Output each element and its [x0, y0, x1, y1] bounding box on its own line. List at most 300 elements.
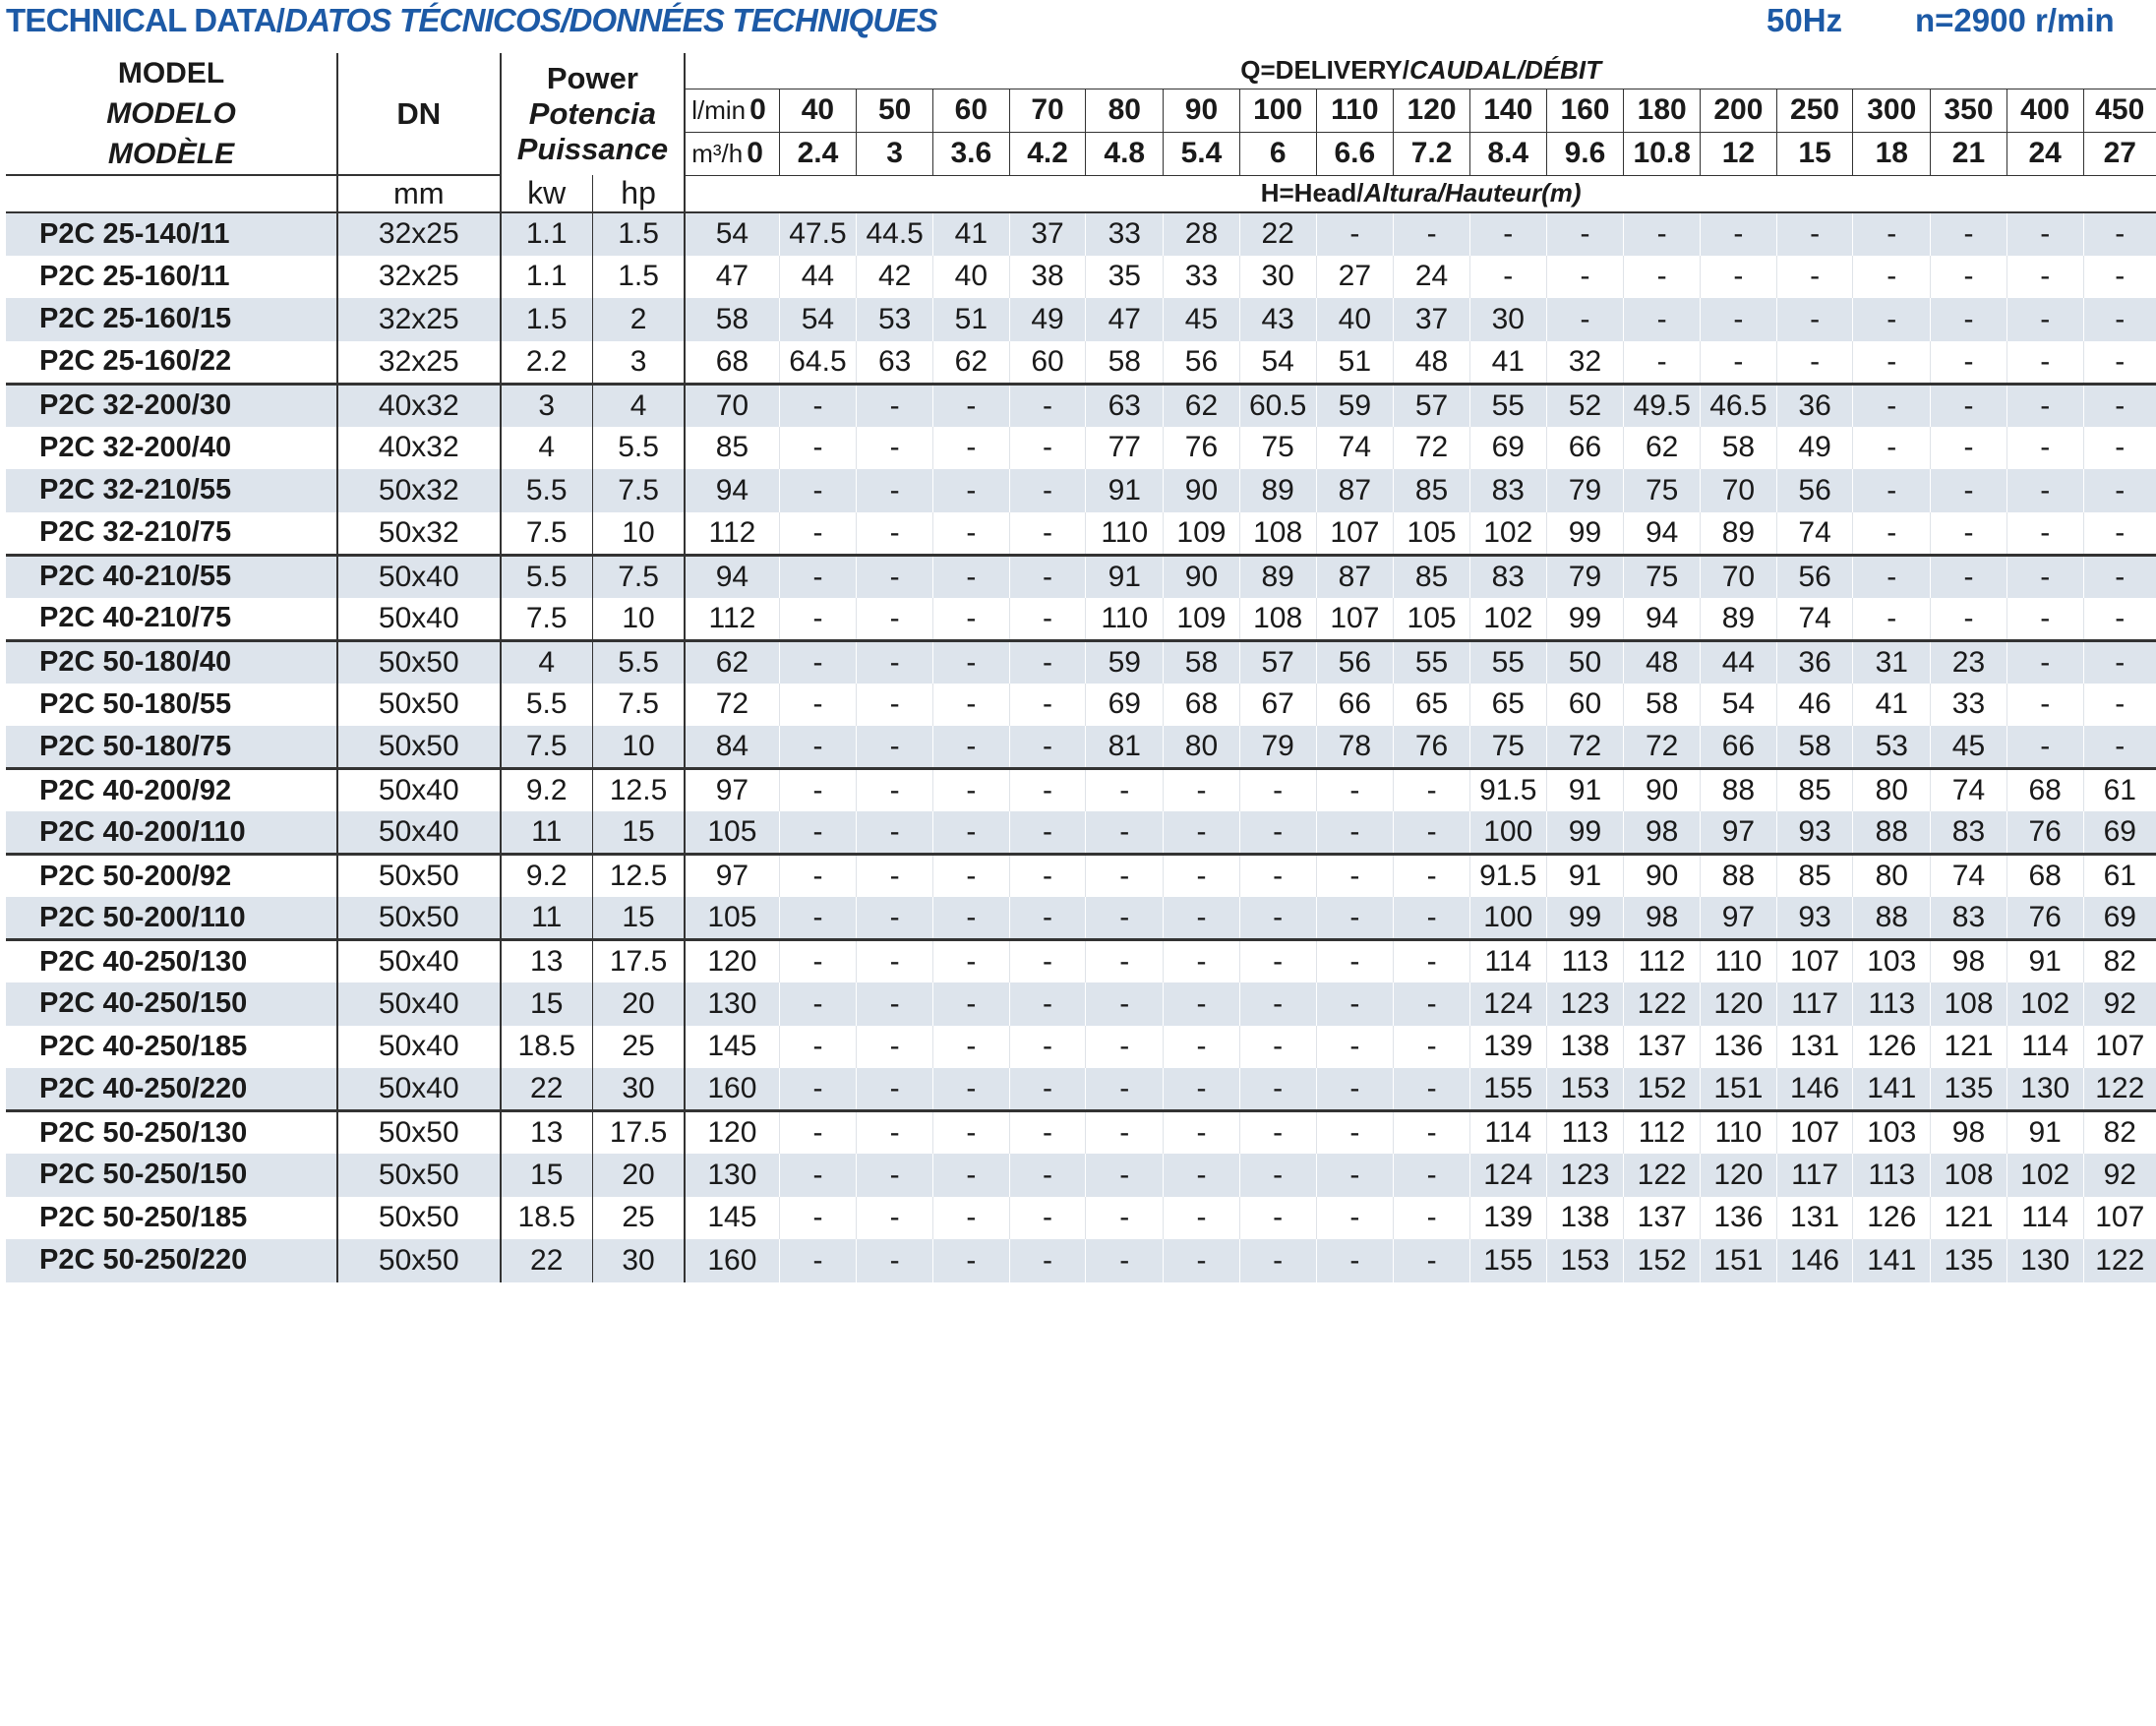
head-cell: 130: [685, 1154, 779, 1197]
hp-cell: 7.5: [592, 469, 685, 512]
head-cell: -: [933, 1068, 1010, 1111]
table-row: [6, 598, 2156, 641]
kw-cell: 15: [501, 982, 593, 1026]
head-cell: 114: [2006, 1197, 2083, 1240]
head-cell: -: [933, 982, 1010, 1026]
head-cell: 50: [1546, 640, 1624, 684]
head-cell: 107: [1776, 1111, 1853, 1155]
head-cell: -: [2006, 598, 2083, 641]
hp-cell: 5.5: [592, 640, 685, 684]
head-cell: 74: [1931, 769, 2007, 812]
kw-cell: 18.5: [517, 1030, 575, 1063]
head-cell: 40: [933, 256, 1010, 299]
head-cell: 31: [1853, 640, 1931, 684]
head-cell: -: [857, 940, 933, 983]
model-cell: P2C 50-250/220: [6, 1239, 337, 1282]
dn-cell: 50x50: [337, 1154, 501, 1197]
head-cell: -: [1853, 598, 1931, 641]
kw-cell: 9.2: [501, 855, 593, 898]
head-cell: -: [779, 1026, 857, 1069]
model-cell: P2C 32-210/75: [6, 512, 337, 556]
head-cell: 51: [1316, 341, 1394, 385]
head-cell: 66: [1701, 726, 1777, 769]
head-cell: -: [857, 1197, 933, 1240]
table-row: [6, 341, 2156, 385]
model-cell: P2C 40-250/130: [6, 940, 337, 983]
head-cell: -: [1086, 1026, 1164, 1069]
head-cell: -: [779, 1068, 857, 1111]
head-cell: 120: [1701, 982, 1777, 1026]
head-cell: 126: [1853, 1026, 1931, 1069]
head-cell: -: [1239, 1111, 1316, 1155]
dn-cell: 32x25: [337, 341, 501, 385]
head-cell: 33: [1164, 256, 1240, 299]
table-row: [6, 897, 2156, 940]
head-cell: -: [1776, 256, 1853, 299]
head-cell: 76: [1164, 427, 1240, 470]
head-cell: -: [2006, 684, 2083, 727]
flow-m3h-3.6: 3.6: [933, 132, 1010, 175]
head-cell: 120: [685, 1111, 779, 1155]
table-body: [6, 212, 2156, 1282]
head-cell: 108: [1239, 512, 1316, 556]
head-cell: -: [2006, 384, 2083, 427]
hp-cell: 10: [592, 726, 685, 769]
flow-m3h-12: 12: [1701, 132, 1777, 175]
head-cell: 94: [685, 555, 779, 598]
head-cell: 65: [1469, 684, 1546, 727]
head-cell: -: [1009, 640, 1086, 684]
head-cell: 80: [1164, 726, 1240, 769]
head-cell: -: [1164, 982, 1240, 1026]
kw-cell: 2.2: [525, 344, 568, 378]
head-cell: -: [1316, 1154, 1394, 1197]
head-cell: -: [1316, 1026, 1394, 1069]
head-cell: 80: [1853, 855, 1931, 898]
head-cell: 47.5: [779, 212, 857, 256]
head-cell: 105: [1394, 512, 1470, 556]
head-cell: 102: [2006, 1154, 2083, 1197]
kw-cell: 15: [501, 1154, 593, 1197]
head-cell: 109: [1164, 598, 1240, 641]
head-cell: 108: [1931, 1154, 2007, 1197]
head-cell: -: [1164, 1068, 1240, 1111]
head-cell: -: [779, 855, 857, 898]
head-cell: 90: [1624, 769, 1701, 812]
head-cell: -: [1316, 769, 1394, 812]
head-cell: -: [857, 1154, 933, 1197]
head-cell: -: [1469, 256, 1546, 299]
head-cell: 136: [1701, 1026, 1777, 1069]
head-cell: 85: [715, 431, 749, 464]
dn-cell: 50x50: [337, 855, 501, 898]
head-cell: -: [933, 1239, 1010, 1282]
head-cell: -: [1009, 598, 1086, 641]
head-cell: 27: [1316, 256, 1394, 299]
head-cell: -: [1853, 512, 1931, 556]
head-cell: 91: [2006, 1111, 2083, 1155]
dn-cell: 50x50: [337, 726, 501, 769]
head-cell: 120: [685, 940, 779, 983]
flow-m3h-3: 3: [857, 132, 933, 175]
head-cell: -: [1164, 940, 1240, 983]
hp-cell: 1.5: [592, 256, 685, 299]
technical-data-table: [6, 53, 2156, 1282]
head-cell: -: [857, 726, 933, 769]
kw-cell: 1.1: [525, 260, 568, 293]
head-cell: 113: [1853, 1154, 1931, 1197]
head-cell: -: [1086, 1239, 1164, 1282]
head-cell: 98: [1931, 940, 2007, 983]
head-cell: 70: [1701, 555, 1777, 598]
head-cell: 139: [1469, 1197, 1546, 1240]
head-cell: 91: [2006, 940, 2083, 983]
model-cell: P2C 32-210/55: [6, 469, 337, 512]
kw-cell: 22: [501, 1239, 593, 1282]
flow-lmin-80: 80: [1086, 89, 1164, 132]
head-cell: -: [1164, 1111, 1240, 1155]
head-cell: 124: [1469, 1154, 1546, 1197]
head-cell: -: [1853, 427, 1931, 470]
head-cell: 54: [1701, 684, 1777, 727]
head-cell: 35: [1086, 256, 1164, 299]
table-row: [6, 940, 2156, 983]
speed-label: n=2900 r/min: [1915, 2, 2115, 38]
dn-cell: 32x25: [337, 298, 501, 341]
head-cell: -: [933, 384, 1010, 427]
head-cell: 146: [1776, 1239, 1853, 1282]
head-cell: 82: [2083, 940, 2156, 983]
hp-cell: 10: [592, 598, 685, 641]
head-cell: -: [1009, 982, 1086, 1026]
head-cell: 83: [1931, 897, 2007, 940]
head-cell: 46.5: [1701, 384, 1777, 427]
head-cell: 100: [1469, 811, 1546, 855]
head-cell: -: [1239, 811, 1316, 855]
model-cell: P2C 40-200/110: [6, 811, 337, 855]
head-cell: -: [933, 512, 1010, 556]
head-cell: -: [1624, 341, 1701, 385]
head-cell: 28: [1164, 212, 1240, 256]
head-cell: -: [1701, 341, 1777, 385]
head-cell: 74: [1316, 427, 1394, 470]
flow-m3h-2.4: 2.4: [779, 132, 857, 175]
head-cell: -: [1164, 1239, 1240, 1282]
head-cell: -: [1931, 212, 2007, 256]
head-cell: 105: [1394, 598, 1470, 641]
head-cell: 97: [1701, 811, 1777, 855]
flow-lmin-50: 50: [857, 89, 933, 132]
head-cell: -: [933, 1026, 1010, 1069]
head-cell: 80: [1853, 769, 1931, 812]
head-cell: 64.5: [779, 341, 857, 385]
head-cell: -: [933, 811, 1010, 855]
head-cell: 102: [1469, 598, 1546, 641]
head-cell: -: [2006, 469, 2083, 512]
head-cell: 94: [1624, 512, 1701, 556]
head-cell: 75: [1469, 726, 1546, 769]
head-cell: -: [2083, 684, 2156, 727]
head-cell: 123: [1546, 982, 1624, 1026]
head-cell: 137: [1624, 1197, 1701, 1240]
head-cell: 89: [1239, 469, 1316, 512]
head-cell: 69: [2083, 897, 2156, 940]
head-cell: 77: [1086, 427, 1164, 470]
head-cell: 22: [1239, 212, 1316, 256]
head-cell: 37: [1009, 212, 1086, 256]
table-row: [6, 982, 2156, 1026]
head-cell: 87: [1316, 469, 1394, 512]
head-cell: -: [933, 684, 1010, 727]
head-cell: -: [933, 855, 1010, 898]
head-cell: -: [857, 1026, 933, 1069]
head-cell: -: [2006, 341, 2083, 385]
head-cell: 52: [1546, 384, 1624, 427]
head-cell: -: [1316, 1111, 1394, 1155]
head-cell: -: [857, 855, 933, 898]
head-cell: 44.5: [857, 212, 933, 256]
lmin-unit-cell: l/min 0: [691, 93, 766, 127]
head-cell: 146: [1776, 1068, 1853, 1111]
head-cell: 62: [685, 640, 779, 684]
head-cell: 151: [1701, 1068, 1777, 1111]
table-row: [6, 427, 2156, 470]
head-cell: 109: [1164, 512, 1240, 556]
dn-cell: 50x40: [337, 982, 501, 1026]
model-cell: P2C 40-250/185: [6, 1026, 337, 1069]
head-cell: -: [1931, 256, 2007, 299]
head-cell: -: [933, 726, 1010, 769]
head-cell: -: [1931, 469, 2007, 512]
model-cell: P2C 40-250/220: [6, 1068, 337, 1111]
table-row: [6, 640, 2156, 684]
head-cell: -: [857, 982, 933, 1026]
flow-m3h-4.2: 4.2: [1009, 132, 1086, 175]
head-cell: -: [1624, 212, 1701, 256]
flow-lmin-90: 90: [1164, 89, 1240, 132]
head-cell: 90: [1624, 855, 1701, 898]
head-cell: -: [1394, 982, 1470, 1026]
head-cell: 122: [2083, 1068, 2156, 1111]
model-cell: P2C 32-200/30: [6, 384, 337, 427]
head-cell: -: [779, 982, 857, 1026]
dn-unit: mm: [337, 175, 501, 212]
head-cell: -: [933, 897, 1010, 940]
head-cell: -: [779, 598, 857, 641]
kw-cell: 3: [501, 384, 593, 427]
dn-header: DN: [337, 53, 501, 175]
head-cell: -: [933, 769, 1010, 812]
head-cell: 85: [1776, 855, 1853, 898]
head-cell: 130: [685, 982, 779, 1026]
hp-unit: hp: [592, 175, 685, 212]
head-cell: 124: [1469, 982, 1546, 1026]
head-cell: 117: [1776, 982, 1853, 1026]
head-cell: 121: [1931, 1026, 2007, 1069]
head-cell: 72: [1546, 726, 1624, 769]
model-cell: P2C 40-200/92: [6, 769, 337, 812]
head-cell: 83: [1469, 469, 1546, 512]
head-cell: -: [779, 897, 857, 940]
head-cell: -: [1164, 1154, 1240, 1197]
head-cell: 78: [1316, 726, 1394, 769]
head-cell: 153: [1546, 1239, 1624, 1282]
head-cell: -: [2083, 726, 2156, 769]
head-cell: 36: [1776, 640, 1853, 684]
table-row: [6, 855, 2156, 898]
m3h-unit-cell: m³/h 0: [685, 132, 779, 175]
head-cell: 90: [1164, 469, 1240, 512]
hp-cell: 30: [592, 1239, 685, 1282]
document-title: TECHNICAL DATA/DATOS TÉCNICOS/DONNÉES TECHNIQUES: [6, 2, 937, 38]
kw-cell: 5.5: [525, 687, 568, 721]
head-cell: 105: [685, 811, 779, 855]
head-cell: -: [1316, 1197, 1394, 1240]
head-cell: 68: [715, 344, 749, 378]
head-cell: 138: [1546, 1026, 1624, 1069]
head-cell: 107: [1316, 512, 1394, 556]
head-cell: 66: [1546, 427, 1624, 470]
head-cell: -: [857, 640, 933, 684]
head-cell: 84: [685, 726, 779, 769]
head-cell: 57: [1394, 384, 1470, 427]
head-cell: 63: [1086, 384, 1164, 427]
head-cell: -: [1624, 298, 1701, 341]
head-cell: 60: [1546, 684, 1624, 727]
head-cell: -: [1239, 1239, 1316, 1282]
flow-lmin-160: 160: [1546, 89, 1624, 132]
head-cell: -: [1009, 1068, 1086, 1111]
head-cell: -: [1086, 1068, 1164, 1111]
head-cell: 67: [1239, 684, 1316, 727]
table-row: [6, 1154, 2156, 1197]
head-cell: 41: [1469, 341, 1546, 385]
flow-lmin-140: 140: [1469, 89, 1546, 132]
head-cell: 47: [715, 260, 749, 293]
head-cell: -: [1009, 1239, 1086, 1282]
kw-cell: 7.5: [501, 726, 593, 769]
head-cell: -: [1316, 1068, 1394, 1111]
head-cell: -: [1394, 769, 1470, 812]
head-cell: 89: [1701, 512, 1777, 556]
head-cell: 49: [1776, 427, 1853, 470]
model-cell: P2C 50-180/40: [6, 640, 337, 684]
head-cell: -: [1931, 427, 2007, 470]
flow-lmin-350: 350: [1931, 89, 2007, 132]
table-row: [6, 256, 2156, 299]
head-cell: 76: [2006, 897, 2083, 940]
head-cell: -: [1394, 1197, 1470, 1240]
dn-cell: 32x25: [337, 212, 501, 256]
head-cell: 47: [1086, 298, 1164, 341]
head-cell: -: [1164, 855, 1240, 898]
hp-cell: 25: [592, 1026, 685, 1069]
head-cell: 53: [1853, 726, 1931, 769]
head-cell: 113: [1546, 1111, 1624, 1155]
head-cell: -: [1009, 684, 1086, 727]
kw-cell: 4: [501, 640, 593, 684]
unit-empty: [6, 175, 337, 212]
head-cell: -: [1009, 940, 1086, 983]
head-cell: 100: [1469, 897, 1546, 940]
head-cell: -: [2006, 298, 2083, 341]
head-cell: 122: [1624, 982, 1701, 1026]
model-cell: P2C 40-250/150: [6, 982, 337, 1026]
head-cell: -: [1164, 897, 1240, 940]
head-cell: 92: [2083, 1154, 2156, 1197]
head-cell: 88: [1701, 855, 1777, 898]
dn-cell: 50x50: [337, 1197, 501, 1240]
model-cell: P2C 50-180/55: [6, 684, 337, 727]
head-cell: -: [857, 897, 933, 940]
hp-cell: 3: [592, 341, 685, 385]
head-cell: -: [1931, 298, 2007, 341]
head-cell: 79: [1546, 469, 1624, 512]
head-cell: -: [1776, 341, 1853, 385]
head-cell: -: [2083, 256, 2156, 299]
head-cell: 135: [1931, 1068, 2007, 1111]
head-cell: -: [1239, 897, 1316, 940]
hp-cell: 17.5: [592, 1111, 685, 1155]
head-cell: -: [779, 1197, 857, 1240]
head-cell: -: [1086, 855, 1164, 898]
head-cell: -: [857, 384, 933, 427]
flow-lmin-400: 400: [2006, 89, 2083, 132]
model-cell: P2C 50-250/130: [6, 1111, 337, 1155]
head-cell: 112: [708, 601, 756, 634]
head-cell: -: [933, 940, 1010, 983]
kw-cell: 13: [501, 1111, 593, 1155]
head-cell: -: [1239, 769, 1316, 812]
hp-cell: 20: [592, 1154, 685, 1197]
head-cell: 87: [1316, 555, 1394, 598]
model-cell: P2C 25-160/11: [6, 256, 337, 299]
head-cell: 98: [1931, 1111, 2007, 1155]
head-cell: 121: [1931, 1197, 2007, 1240]
head-cell: 97: [1701, 897, 1777, 940]
head-cell: -: [1931, 384, 2007, 427]
head-cell: -: [1086, 811, 1164, 855]
head-cell: 114: [1469, 1111, 1546, 1155]
flow-lmin-40: 40: [779, 89, 857, 132]
head-cell: -: [1394, 1239, 1470, 1282]
table-row: [6, 1068, 2156, 1111]
head-cell: 60.5: [1239, 384, 1316, 427]
head-cell: -: [779, 1239, 857, 1282]
table-row: [6, 811, 2156, 855]
head-cell: 145: [707, 1201, 757, 1234]
head-cell: -: [2083, 384, 2156, 427]
head-cell: -: [1931, 555, 2007, 598]
head-cell: 74: [1776, 598, 1853, 641]
head-cell: 49.5: [1624, 384, 1701, 427]
head-cell: -: [1009, 1026, 1086, 1069]
hp-cell: 25: [592, 1197, 685, 1240]
flow-m3h-27: 27: [2083, 132, 2156, 175]
head-cell: -: [1931, 598, 2007, 641]
head-cell: 110: [1701, 1111, 1777, 1155]
kw-cell: 22: [501, 1068, 593, 1111]
dn-cell: 50x40: [337, 811, 501, 855]
head-cell: 151: [1701, 1239, 1777, 1282]
hp-cell: 5.5: [592, 427, 685, 470]
head-cell: -: [1931, 341, 2007, 385]
head-cell: 120: [1701, 1154, 1777, 1197]
head-cell: 91: [1086, 555, 1164, 598]
head-cell: 74: [1776, 512, 1853, 556]
hp-cell: 30: [592, 1068, 685, 1111]
head-cell: -: [1394, 855, 1470, 898]
